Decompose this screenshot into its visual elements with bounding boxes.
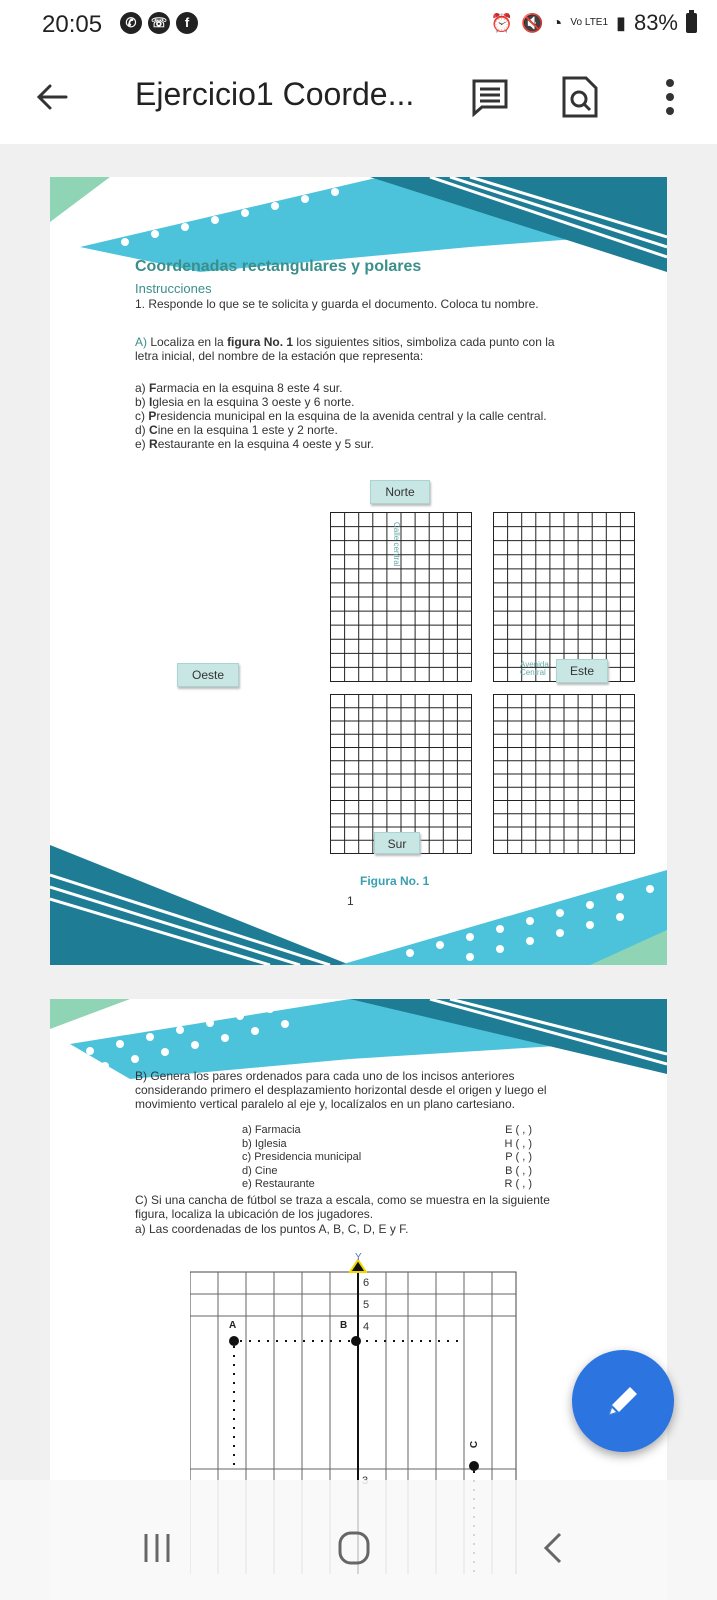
list-item: e) Restaurante en la esquina 4 oeste y 5 sur. [135,437,374,451]
wifi-icon: ◔ [551,12,563,33]
grid-quadrant-nw [330,512,472,682]
axis-number: 5 [363,1299,370,1311]
point-c [469,1461,479,1471]
more-vert-icon [650,75,690,119]
list-item: d) Cine B ( , ) [242,1164,532,1177]
page-1 [50,177,667,965]
point-b-label: B [340,1320,348,1331]
avenue-label: Avenida Central [520,661,549,677]
list-item: e) Restaurante R ( , ) [242,1178,532,1190]
back-arrow-icon [32,77,72,117]
mute-icon: 🔇 [521,12,544,33]
street-label: Calle central [392,522,401,567]
list-item: b) Iglesia H ( , ) [242,1137,532,1150]
point-c-label: C [469,1440,481,1449]
list-item: a) Farmacia en la esquina 8 este 4 sur. [135,381,343,395]
instructions-label: Instrucciones [135,281,212,296]
status-time: 20:05 [42,11,103,38]
part-a-text1: Localiza en la [147,335,228,349]
point-b [351,1336,361,1346]
north-label: Norte [370,480,430,504]
west-label: Oeste [177,663,239,687]
system-back-button[interactable] [536,1530,572,1566]
alarm-icon: ⏰ [490,12,514,33]
part-a-text [135,335,575,363]
find-in-page-button[interactable] [560,75,600,119]
east-label: Este [556,659,608,683]
edit-pencil-icon [603,1381,643,1421]
document-title: Ejercicio1 Coorde... [135,76,415,112]
edit-fab-button[interactable] [572,1350,674,1452]
back-icon [536,1530,572,1566]
find-in-page-icon [560,75,600,119]
signal-icon: ▮ [616,12,626,33]
comments-button[interactable] [470,77,510,117]
status-bar [0,0,717,50]
decorative-banner-bottom [50,845,667,965]
decorative-banner-top [50,177,667,297]
point-a-label: A [229,1320,237,1331]
y-axis-label: Y [355,1252,362,1263]
step-1-text: 1. Responde lo que se te solicita y guarda el documento. Coloca tu nombre. [135,297,539,311]
system-nav-bar [0,1480,717,1600]
facebook-icon: f [176,12,198,34]
battery-icon [686,13,697,33]
recent-apps-button[interactable] [140,1530,176,1566]
status-right [491,10,697,36]
list-item: d) Cine en la esquina 1 este y 2 norte. [135,423,338,437]
axis-number: 6 [363,1277,370,1289]
whatsapp-icon: ☏ [148,12,170,34]
app-bar [0,50,717,144]
site-list [135,381,575,451]
part-a-bold: figura No. 1 [227,335,294,349]
part-a-text2: los siguientes sitios, simboliza cada punto con la letra inicial, del nombre de la estación que representa: [135,335,555,363]
back-button[interactable] [32,77,72,117]
volte-icon: Vo LTE1 [570,17,609,28]
more-options-button[interactable] [650,75,690,119]
page-number: 1 [347,894,354,908]
grid-quadrant-sw [330,694,472,854]
list-item: a) Farmacia E ( , ) [242,1124,532,1136]
part-c-text: C) Si una cancha de fútbol se traza a escala, como se muestra en la siguiente figura, localiza la ubicación de los jugadores. [135,1193,550,1221]
part-b-text: B) Genera los pares ordenados para cada uno de los incisos anteriores considerando primero el desplazamiento horizontal desde el origen y luego el movimiento vertical paralelo al eje y, localízalos en un plano cartesiano. [135,1069,547,1111]
list-item: c) Presidencia municipal en la esquina de la avenida central y la calle central. [135,409,547,423]
phone-icon: ✆ [120,12,142,34]
list-item: c) Presidencia municipal P ( , ) [242,1151,532,1163]
notification-icons [120,12,198,34]
point-a [229,1336,239,1346]
decorative-banner-top-2 [50,999,667,1079]
list-item: b) Iglesia en la esquina 3 oeste y 6 norte. [135,395,355,409]
home-button[interactable] [336,1530,372,1566]
home-icon [336,1530,372,1566]
grid-quadrant-se [493,694,635,854]
part-c-subtext: a) Las coordenadas de los puntos A, B, C, D, E y F. [135,1222,409,1236]
figure-caption: Figura No. 1 [360,874,430,888]
axis-number: 4 [363,1321,370,1333]
comments-icon [470,77,510,117]
recent-apps-icon [140,1530,176,1566]
part-a-prefix: A) [135,335,147,349]
battery-percent: 83% [633,10,678,35]
page-heading: Coordenadas rectangulares y polares [135,258,422,275]
grid-quadrant-ne [493,512,635,682]
pairs-list [242,1124,532,1192]
south-label: Sur [374,832,420,854]
